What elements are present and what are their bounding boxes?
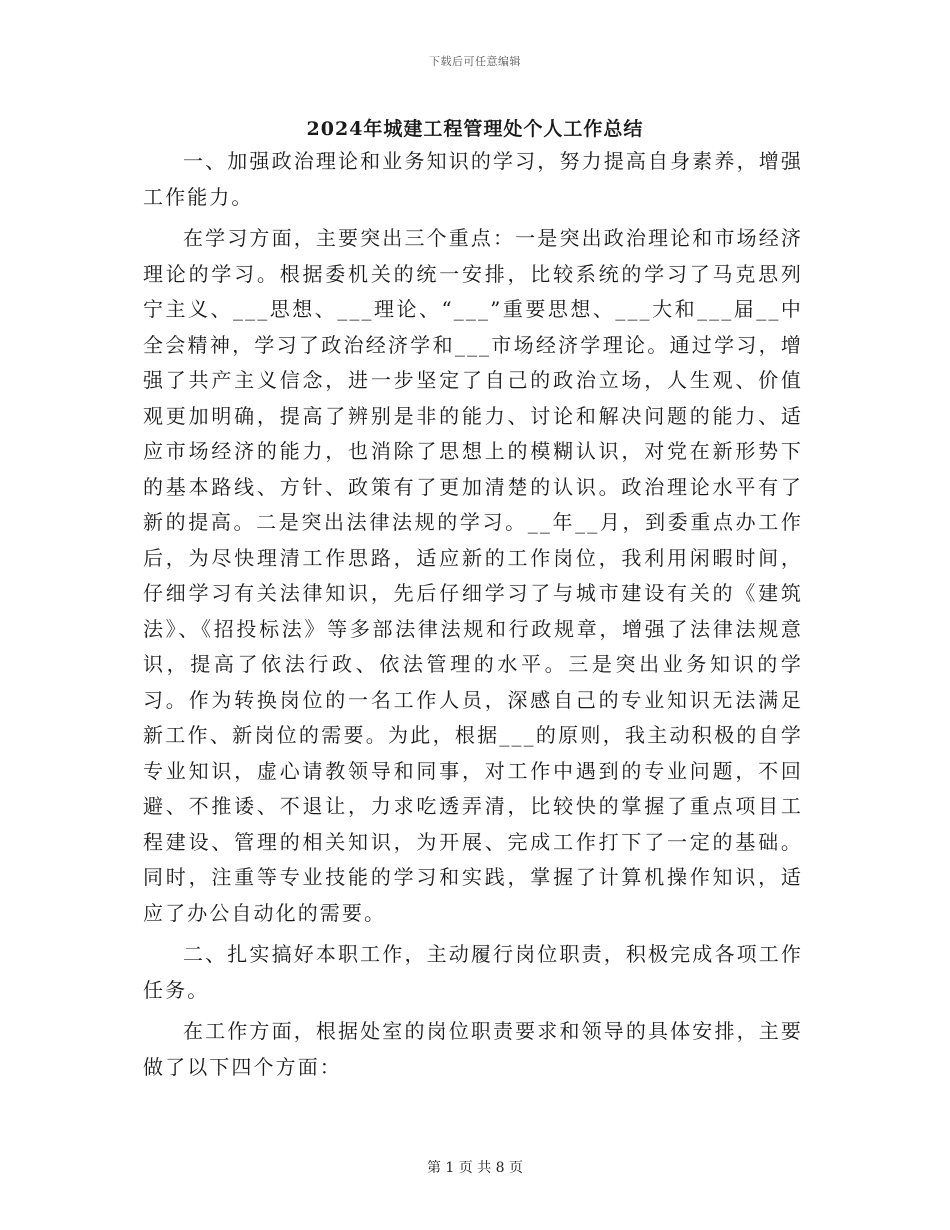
paragraph-study: 在学习方面，主要突出三个重点：一是突出政治理论和市场经济理论的学习。根据委机关的统一安排，比较系统的学习了马克思列宁主义、___思想、___理论、“___”重要思想、___大和___届__中全会精神，学习了政治经济学和___市场经济学理论。通过学习，增强了共产主义信念，进一步坚定了自己的政治立场，人生观、价值观更加明确，提高了辨别是非的能力、讨论和解决问题的能力、适应市场经济的能力，也消除了思想上的模糊认识，对党在新形势下的基本路线、方针、政策有了更加清楚的认识。政治理论水平有了新的提高。二是突出法律法规的学习。__年__月，到委重点办工作后，为尽快理清工作思路，适应新的工作岗位，我利用闲暇时间，仔细学习有关法律知识，先后仔细学习了与城市建设有关的《建筑法》、《招投标法》等多部法律法规和行政规章，增强了法律法规意识，提高了依法行政、依法管理的水平。三是突出业务知识的学习。作为转换岗位的一名工作人员，深感自己的专业知识无法满足新工作、新岗位的需要。为此，根据___的原则，我主动积极的自学专业知识，虚心请教领导和同事，对工作中遇到的专业问题，不回避、不推诿、不退让，力求吃透弄清，比较快的掌握了重点项目工程建设、管理的相关知识，为开展、完成工作打下了一定的基础。同时，注重等专业技能的学习和实践，掌握了计算机操作知识，适应了办公自动化的需要。 xyxy=(143,226,803,925)
paragraph-work: 在工作方面，根据处室的岗位职责要求和领导的具体安排，主要做了以下四个方面： xyxy=(143,1019,803,1079)
paragraph-section-1-heading: 一、加强政治理论和业务知识的学习，努力提高自身素养，增强工作能力。 xyxy=(143,149,803,209)
document-body xyxy=(143,144,803,1091)
document-title: 2024年城建工程管理处个人工作总结 xyxy=(306,118,644,140)
page-number: 第 1 页 共 8 页 xyxy=(426,1160,524,1176)
header-note: 下载后可任意编辑 xyxy=(429,55,521,68)
paragraph-section-2-heading: 二、扎实搞好本职工作，主动履行岗位职责，积极完成各项工作任务。 xyxy=(143,942,803,1002)
